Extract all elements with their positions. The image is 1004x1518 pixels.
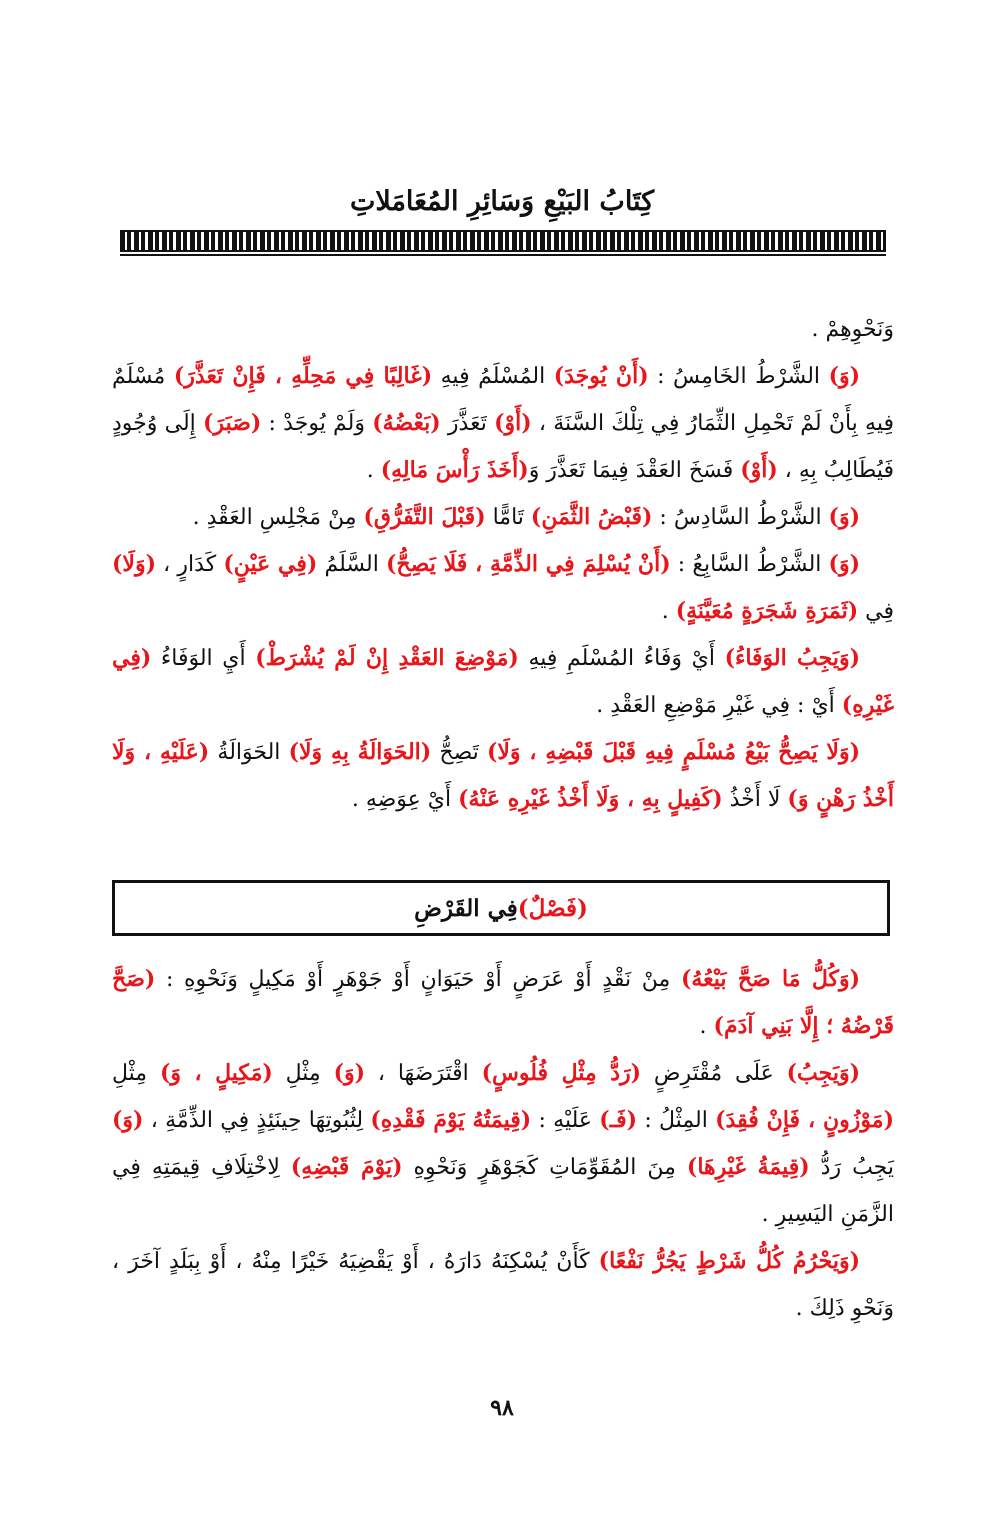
highlighted-matn-text: (مَكِيلٍ ، وَ) bbox=[159, 1060, 273, 1086]
commentary-text: فِي bbox=[858, 599, 894, 624]
commentary-text: تَصِحُّ bbox=[431, 740, 487, 765]
text-block-bottom bbox=[112, 956, 894, 1332]
commentary-text: وَلَمْ يُوجَدْ : bbox=[261, 411, 373, 436]
highlighted-matn-text: (صَحَّ قَرْضُهُ ؛ إِلَّا بَنِي آدَمَ) bbox=[112, 966, 894, 1039]
commentary-text: . bbox=[366, 458, 381, 483]
commentary-text: اقْتَرَضَهَا ، bbox=[365, 1061, 482, 1086]
highlighted-matn-text: (وَ) bbox=[828, 551, 860, 577]
highlighted-matn-text: (قِيمَةُ غَيْرِهَا) bbox=[686, 1154, 810, 1180]
highlighted-matn-text: (أَوْ) bbox=[740, 457, 778, 483]
highlighted-matn-text: (مَوْضِعَ العَقْدِ إِنْ لَمْ يُشْرَطْ) bbox=[255, 645, 519, 671]
header-rule bbox=[120, 254, 886, 256]
header-ornament-border bbox=[120, 230, 886, 252]
highlighted-matn-text: (قِيمَتُهُ يَوْمَ فَقْدِهِ) bbox=[370, 1107, 532, 1133]
highlighted-matn-text: (غَالِبًا فِي مَحِلِّهِ ، فَإِنْ تَعَذَّرَ) bbox=[173, 363, 433, 389]
commentary-text: إِلَى وُجُودٍ فَيُطَالِبُ بِهِ ، bbox=[112, 411, 894, 483]
highlighted-matn-text: (قَبْضُ الثَّمَنِ) bbox=[530, 504, 653, 530]
highlighted-matn-text: (أَنْ يُوجَدَ) bbox=[553, 363, 649, 389]
highlighted-matn-text: (وَ) bbox=[112, 1107, 144, 1133]
commentary-text: لِثُبُوتِهَا حِينَئِذٍ فِي الذِّمَّةِ ، bbox=[143, 1108, 371, 1133]
section-heading-text: فِي القَرْضِ bbox=[414, 894, 518, 922]
commentary-text: المِثْلُ : bbox=[637, 1108, 716, 1133]
highlighted-matn-text: (مَوْزُونٍ ، فَإِنْ فُقِدَ) bbox=[715, 1107, 894, 1133]
commentary-text: مِنَ المُقَوِّمَاتِ كَجَوْهَرٍ وَنَحْوِهِ bbox=[402, 1155, 687, 1180]
commentary-text: مِثْلِ bbox=[112, 1061, 160, 1086]
text-block-top bbox=[112, 306, 894, 823]
highlighted-matn-text: (ثَمَرَةِ شَجَرَةٍ مُعَيَّنَةٍ) bbox=[675, 598, 859, 624]
highlighted-matn-text: (فَـ) bbox=[599, 1107, 638, 1133]
highlighted-matn-text: (قَبْلَ التَّفَرُّقِ) bbox=[363, 504, 486, 530]
highlighted-matn-text: (وَ) bbox=[828, 504, 860, 530]
highlighted-matn-text: (وَيَحْرُمُ كُلُّ شَرْطٍ يَجُرُّ نَفْعًا) bbox=[598, 1248, 861, 1274]
commentary-text: تَعَذَّرَ bbox=[440, 411, 495, 436]
commentary-text: مِثْلِ bbox=[272, 1061, 334, 1086]
highlighted-matn-text: (أَخَذَ رَأْسَ مَالِهِ) bbox=[380, 457, 529, 483]
highlighted-matn-text: (فِي غَيْرِهِ) bbox=[112, 645, 894, 718]
commentary-text: لِاخْتِلَافِ قِيمَتِهِ فِي الزَّمَنِ اليَسِيرِ . bbox=[112, 1155, 894, 1227]
paragraph bbox=[112, 635, 894, 729]
paragraph bbox=[112, 494, 894, 541]
highlighted-matn-text: (بَعْضُهُ) bbox=[372, 410, 441, 436]
highlighted-matn-text: (كَفِيلٍ بِهِ ، وَلَا أَخْذُ غَيْرِهِ عَنْهُ) bbox=[458, 786, 723, 812]
highlighted-matn-text: (وَلَا) bbox=[112, 551, 156, 577]
commentary-text: تَامًّا bbox=[485, 505, 531, 530]
commentary-text: الشَّرْطُ السَّادِسُ : bbox=[652, 505, 829, 530]
highlighted-matn-text: (عَلَيْهِ ، وَلَا أَخْذُ رَهْنٍ وَ) bbox=[112, 739, 894, 812]
highlighted-matn-text: (أَوْ) bbox=[494, 410, 532, 436]
commentary-text: السَّلَمُ bbox=[317, 552, 386, 577]
commentary-text: يَجِبُ رَدُّ bbox=[809, 1155, 895, 1180]
highlighted-matn-text: (وَ) bbox=[333, 1060, 366, 1086]
commentary-text: لَا أَخْذُ bbox=[722, 787, 788, 812]
page-header-title: كِتَابُ البَيْعِ وَسَائِرِ المُعَامَلاتِ bbox=[349, 186, 655, 217]
highlighted-matn-text: (الحَوَالَةُ بِهِ وَلَا) bbox=[288, 739, 432, 765]
commentary-text: . bbox=[661, 599, 676, 624]
commentary-text: أَيْ : فِي غَيْرِ مَوْضِعِ العَقْدِ . bbox=[596, 693, 842, 718]
highlighted-matn-text: (وَيَجِبُ) bbox=[786, 1060, 861, 1086]
highlighted-matn-text: (فِي عَيْنٍ) bbox=[223, 551, 318, 577]
section-heading-box bbox=[112, 880, 890, 936]
commentary-text: كَدَارٍ ، bbox=[156, 552, 224, 577]
commentary-text: كَأَنْ يُسْكِنَهُ دَارَهُ ، أَوْ يَقْضِيَهُ خَيْرًا مِنْهُ ، أَوْ بِبَلَدٍ آخَرَ ، وَنَحْوِ ذَلِكَ . bbox=[112, 1249, 894, 1321]
commentary-text: المُسْلَمُ فِيهِ bbox=[432, 364, 554, 389]
highlighted-matn-text: (وَيَجِبُ الوَفَاءُ) bbox=[724, 645, 860, 671]
commentary-text: عَلَيْهِ : bbox=[531, 1108, 600, 1133]
paragraph bbox=[112, 306, 894, 353]
commentary-text: أَيِ الوَفَاءُ bbox=[151, 646, 256, 671]
commentary-text: الشَّرْطُ الخَامِسُ : bbox=[648, 364, 829, 389]
commentary-text: الشَّرْطُ السَّابِعُ : bbox=[670, 552, 829, 577]
commentary-text: وَنَحْوِهِمْ . bbox=[811, 317, 894, 342]
highlighted-matn-text: (صَبَرَ) bbox=[203, 410, 262, 436]
commentary-text: أَيْ عِوَضِهِ . bbox=[351, 787, 459, 812]
commentary-text: عَلَى مُقْتَرِضٍ bbox=[641, 1061, 787, 1086]
section-heading-keyword: (فَصْلٌ) bbox=[517, 894, 588, 922]
paragraph bbox=[112, 729, 894, 823]
highlighted-matn-text: (وَ) bbox=[828, 363, 861, 389]
commentary-text: مِنْ مَجْلِسِ العَقْدِ . bbox=[192, 505, 364, 530]
paragraph bbox=[112, 353, 894, 494]
paragraph bbox=[112, 1238, 894, 1332]
commentary-text: فَسَخَ العَقْدَ فِيمَا تَعَذَّرَ وَ bbox=[528, 458, 741, 483]
highlighted-matn-text: (يَوْمَ قَبْضِهِ) bbox=[290, 1154, 403, 1180]
paragraph bbox=[112, 956, 894, 1050]
page-number: ٩٨ bbox=[490, 1395, 514, 1421]
highlighted-matn-text: (أَنْ يُسْلِمَ فِي الذِّمَّةِ ، فَلَا يَصِحُّ) bbox=[386, 551, 671, 577]
commentary-text: . bbox=[699, 1014, 714, 1039]
paragraph bbox=[112, 1050, 894, 1238]
highlighted-matn-text: (وَلَا يَصِحُّ بَيْعُ مُسْلَمٍ فِيهِ قَبْلَ قَبْضِهِ ، وَلَا) bbox=[486, 739, 861, 765]
commentary-text: الحَوَالَةُ bbox=[209, 740, 289, 765]
highlighted-matn-text: (رَدُّ مِثْلِ فُلُوسٍ) bbox=[481, 1060, 642, 1086]
commentary-text: مُسْلَمٌ فِيهِ بِأَنْ لَمْ تَحْمِلِ الثِّمَارُ فِي تِلْكَ السَّنَةَ ، bbox=[112, 364, 894, 436]
highlighted-matn-text: (وَكُلُّ مَا صَحَّ بَيْعُهُ) bbox=[680, 966, 860, 992]
paragraph bbox=[112, 541, 894, 635]
commentary-text: مِنْ نَقْدٍ أَوْ عَرَضٍ أَوْ حَيَوَانٍ أَوْ جَوْهَرٍ أَوْ مَكِيلٍ وَنَحْوِهِ : bbox=[155, 967, 681, 992]
commentary-text: أَيْ وَفَاءُ المُسْلَمِ فِيهِ bbox=[518, 646, 725, 671]
